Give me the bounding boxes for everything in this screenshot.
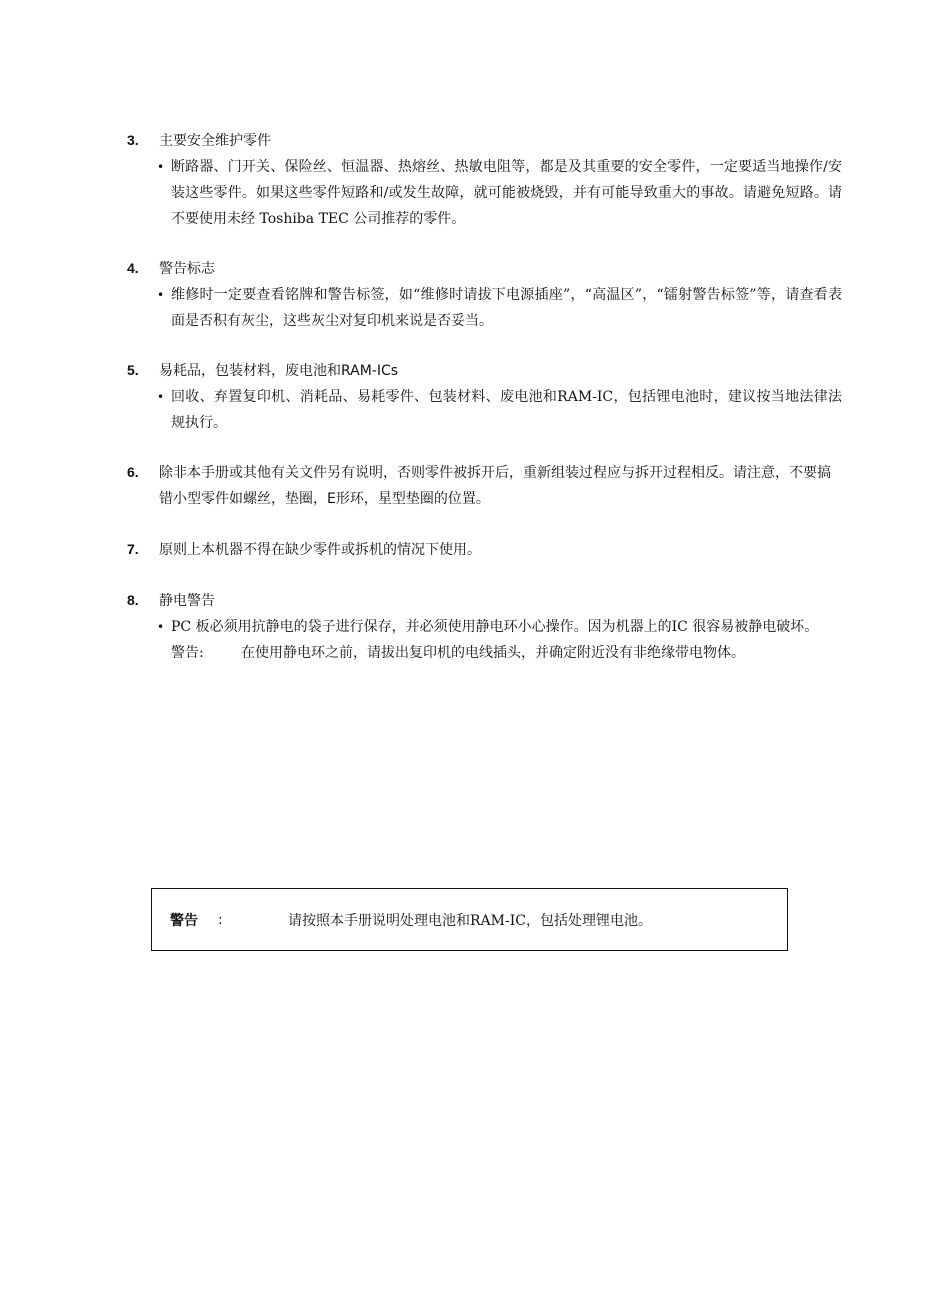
bullet-icon: • <box>157 160 165 174</box>
section-title: 易耗品，包装材料，废电池和RAM-ICs <box>159 363 399 379</box>
section-heading <box>127 255 842 282</box>
section-heading <box>127 587 842 614</box>
section-heading <box>127 459 842 512</box>
warning-colon: : <box>218 911 223 928</box>
bullet-icon: • <box>157 390 165 404</box>
section-heading <box>127 536 842 563</box>
section-6 <box>127 459 842 512</box>
warning-box <box>151 888 788 951</box>
section-number: 8. <box>127 592 139 608</box>
caution-label: 警告: <box>171 645 204 661</box>
section-title: 除非本手册或其他有关文件另有说明，否则零件被拆开后，重新组装过程应与拆开过程相反。请注意，不要搞错小型零件如螺丝，垫圈，E形环，星型垫圈的位置。 <box>159 465 831 507</box>
section-number: 3. <box>127 132 139 148</box>
section-3 <box>127 127 842 232</box>
section-title: 静电警告 <box>159 593 215 609</box>
section-5 <box>127 357 842 436</box>
section-title: 警告标志 <box>159 261 215 277</box>
bullet-text: PC 板必须用抗静电的袋子进行保存，并必须使用静电环小心操作。因为机器上的IC 很容易被静电破坏。 <box>171 619 819 635</box>
bullet-paragraph <box>127 282 842 334</box>
section-heading <box>127 357 842 384</box>
section-number: 4. <box>127 260 139 276</box>
warning-label: 警告 <box>170 912 198 929</box>
section-number: 7. <box>127 541 139 557</box>
bullet-text: 断路器、门开关、保险丝、恒温器、热熔丝、热敏电阻等，都是及其重要的安全零件，一定要适当地操作/安装这些零件。如果这些零件短路和/或发生故障，就可能被烧毁，并有可能导致重大的事故。请避免短路。请不要使用未经 Toshiba TEC 公司推荐的零件。 <box>171 159 842 227</box>
bullet-paragraph <box>127 154 842 232</box>
warning-text: 请按照本手册说明处理电池和RAM-IC，包括处理锂电池。 <box>288 912 652 929</box>
caution-note <box>127 640 842 666</box>
section-7 <box>127 536 842 563</box>
bullet-icon: • <box>157 288 165 302</box>
section-8 <box>127 587 842 666</box>
bullet-paragraph <box>127 614 842 640</box>
section-4 <box>127 255 842 334</box>
bullet-icon: • <box>157 620 165 634</box>
caution-text: 在使用静电环之前，请拔出复印机的电线插头，并确定附近没有非绝缘带电物体。 <box>241 645 745 661</box>
bullet-text: 维修时一定要查看铭牌和警告标签，如“维修时请拔下电源插座”，“高温区”，“镭射警告标签”等，请查看表面是否积有灰尘，这些灰尘对复印机来说是否妥当。 <box>171 287 842 329</box>
section-number: 6. <box>127 464 139 480</box>
bullet-text: 回收、弃置复印机、消耗品、易耗零件、包装材料、废电池和RAM-IC，包括锂电池时，建议按当地法律法规执行。 <box>171 389 842 431</box>
section-title: 原则上本机器不得在缺少零件或拆机的情况下使用。 <box>159 542 481 558</box>
section-title: 主要安全维护零件 <box>159 133 271 149</box>
section-heading <box>127 127 842 154</box>
section-number: 5. <box>127 362 139 378</box>
bullet-paragraph <box>127 384 842 436</box>
